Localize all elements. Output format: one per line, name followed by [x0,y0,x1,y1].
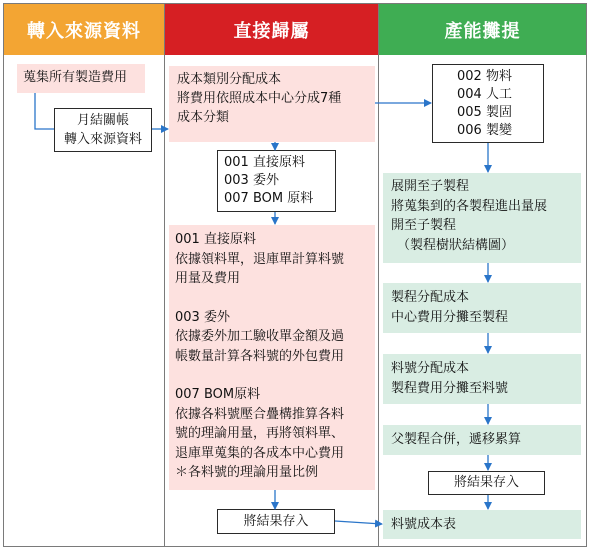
detail-line: 帳數量計算各料號的外包費用 [175,348,345,364]
detail-line: ＊各料號的理論用量比例 [175,465,319,480]
detail-line: 依據委外加工驗收單金額及過 [175,329,345,344]
header-source: 轉入來源資料 [4,4,164,55]
expand-line: 展開至子製程 [391,179,470,194]
category-line: 007 BOM 原料 [224,191,314,206]
process-alloc-line: 製程分配成本 [391,290,470,305]
cost-code-line: 006 製變 [457,123,512,138]
allocation-line: 成本類別分配成本 [177,72,282,87]
merge-text: 父製程合併，遞移累算 [391,432,522,447]
month-close-line: 月結關帳 [76,113,129,128]
arrow-collect-to-month-close [35,93,54,129]
process-alloc-line: 中心費用分攤至製程 [391,309,509,325]
detail-line: 依據各料號壓合疊構推算各料 [175,406,345,422]
detail-line: 號的理論用量，再將領料單、 [175,426,345,441]
expand-line: 開至子製程 [391,218,457,233]
collect-expenses-text: 蒐集所有製造費用 [23,70,128,85]
cost-code-line: 002 物料 [457,69,512,84]
detail-line: 用量及費用 [175,271,241,286]
category-line: 001 直接原料 [224,155,305,170]
store-result-text: 將結果存入 [453,475,519,490]
cost-code-line: 005 製固 [457,105,512,120]
expand-line: （製程樹狀結構圖） [397,237,515,253]
part-alloc-line: 料號分配成本 [391,361,470,376]
allocation-line: 成本分類 [177,110,230,125]
detail-line: 退庫單蒐集的各成本中心費用 [175,445,345,461]
detail-line: 依據領料單，退庫單計算料號 [175,251,345,267]
detail-line: 007 BOM原料 [175,387,261,402]
expand-line: 將蒐集到的各製程進出量展 [391,198,548,214]
header-capacity-amortization: 產能攤提 [379,4,586,55]
month-close-line: 轉入來源資料 [63,132,142,147]
arrow-direct-store-to-result [335,521,382,524]
part-cost-table-text: 料號成本表 [391,517,457,532]
allocation-line: 將費用依照成本中心分成7種 [177,91,342,106]
header-direct-attribution: 直接歸屬 [165,4,378,55]
category-line: 003 委外 [224,173,279,188]
store-result-text: 將結果存入 [243,514,309,529]
detail-line: 001 直接原料 [175,232,256,247]
cost-code-line: 004 人工 [457,87,512,102]
part-alloc-line: 製程費用分攤至料號 [391,380,509,396]
detail-line: 003 委外 [175,309,230,325]
